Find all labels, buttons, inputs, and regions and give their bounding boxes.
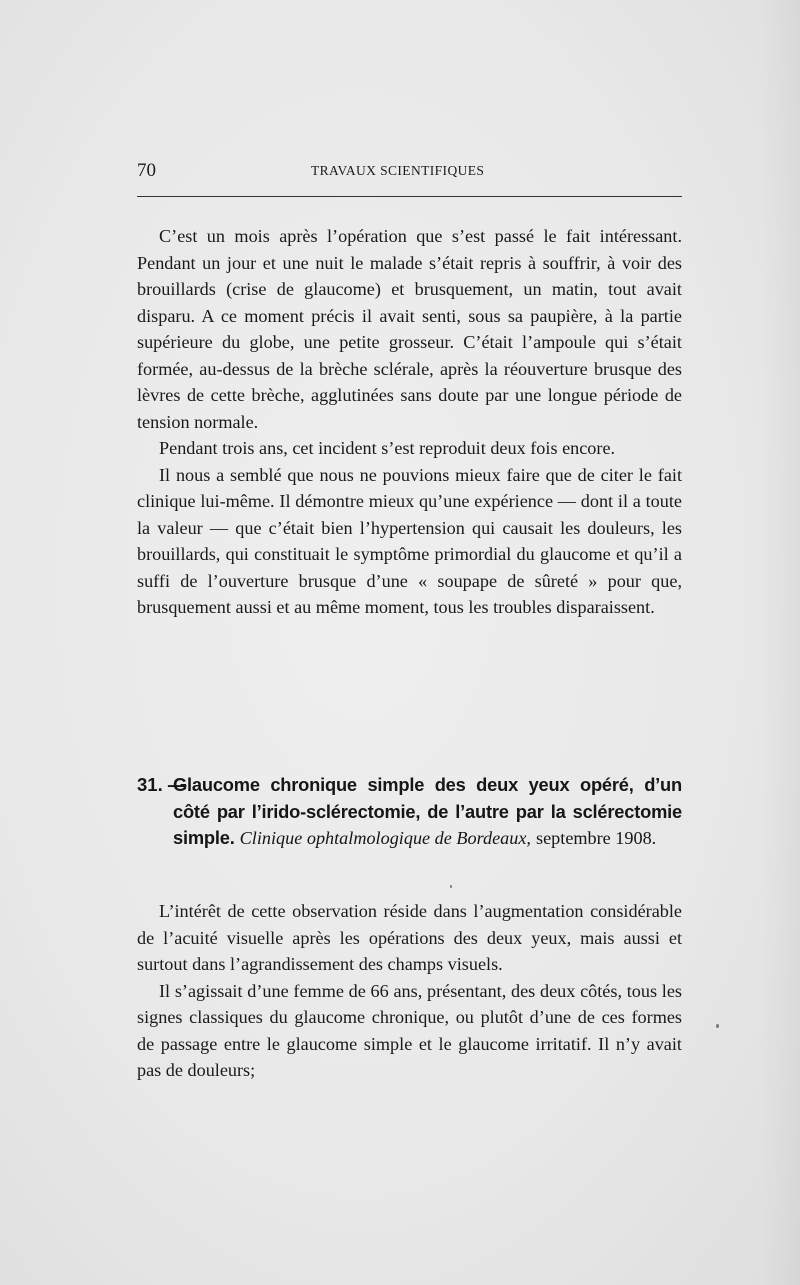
page-header	[137, 156, 682, 186]
paragraph: Il nous a semblé que nous ne pouvions mieux faire que de citer le fait clinique lui-même. Il démontre mieux qu’une expérience — dont il a toute la valeur — que c’était bien l’hypertension qui causait les douleurs, les brouillards, qui constituait le symptôme primordial du glaucome et qu’il a suffi de l’ouverture brusque d’une « soupape de sûreté » pour que, brusquement aussi et au même moment, tous les troubles disparaissent.	[137, 464, 682, 617]
section-title: Glaucome chronique simple des deux yeux opéré, d’un côté par l’irido-sclérectomie, de l’autre par la sclérectomie simple.	[173, 774, 682, 848]
page-edge-shadow	[760, 0, 800, 1285]
section-number: 31. —	[137, 774, 187, 795]
page-number: 70	[137, 160, 156, 181]
paragraph: Pendant trois ans, cet incident s’est reproduit deux fois encore.	[159, 438, 616, 458]
section-heading	[137, 772, 682, 852]
paper-speck	[450, 885, 452, 888]
section-body	[173, 772, 682, 852]
section-date: septembre 1908.	[536, 828, 657, 848]
body-text-part-1	[137, 223, 682, 621]
running-title: TRAVAUX SCIENTIFIQUES	[311, 163, 485, 178]
paragraph: Il s’agissait d’une femme de 66 ans, présentant, des deux côtés, tous les signes classiques du glaucome chronique, ou plutôt d’une de ces formes de passage entre le glaucome simple et le glaucome irritatif. Il n’y avait pas de douleurs;	[137, 980, 682, 1080]
header-rule	[137, 196, 682, 197]
paper-speck	[716, 1024, 719, 1028]
section-journal: Clinique ophtalmologique de Bordeaux,	[239, 828, 531, 848]
paragraph: C’est un mois après l’opération que s’est passé le fait intéressant. Pendant un jour et une nuit le malade s’était repris à souffrir, à voir des brouillards (crise de glaucome) et brusquement, un matin, tout avait disparu. A ce moment précis il avait senti, sous sa paupière, à la partie supérieure du globe, une petite grosseur. C’était l’ampoule qui s’était formée, au-dessus de la brèche sclérale, après la réouverture brusque des lèvres de cette brèche, agglutinées sans doute par une longue période de tension normale.	[137, 226, 682, 432]
paragraph: L’intérêt de cette observation réside dans l’augmentation considérable de l’acuité visuelle après les opérations des deux yeux, mais aussi et surtout dans l’agrandissement des champs visuels.	[137, 901, 682, 974]
body-text-part-2	[137, 898, 682, 1084]
